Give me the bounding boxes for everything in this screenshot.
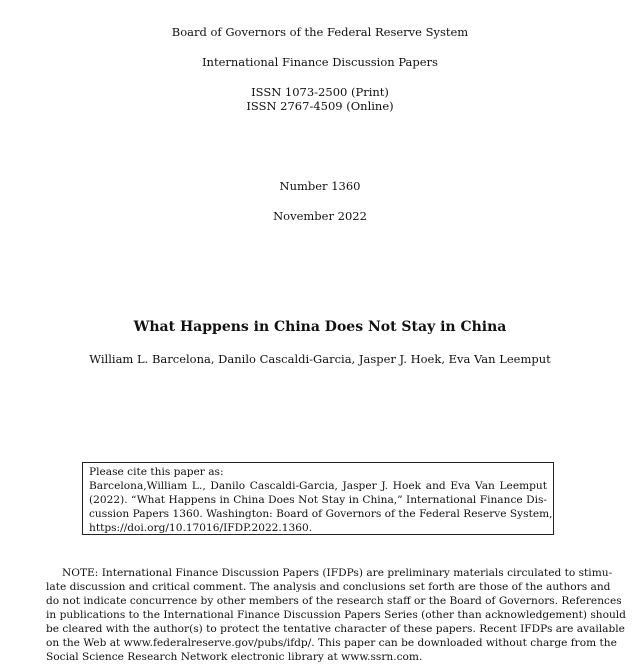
note-line: Social Science Research Network electronic library at www.ssrn.com. <box>46 651 423 663</box>
issn-print: ISSN 1073-2500 (Print) <box>251 85 389 99</box>
citation-box <box>82 462 554 535</box>
note-line: late discussion and critical comment. The analysis and conclusions set forth are those of the authors and <box>46 581 611 593</box>
note-line: NOTE: International Finance Discussion Papers (IFDPs) are preliminary materials circulated to stimu- <box>62 567 613 579</box>
paper-number: Number 1360 <box>279 179 361 193</box>
series-name: International Finance Discussion Papers <box>202 55 438 69</box>
citation-line: cussion Papers 1360. Washington: Board of Governors of the Federal Reserve System, <box>89 508 553 520</box>
institution-name: Board of Governors of the Federal Reserve System <box>171 25 469 39</box>
paper-title: What Happens in China Does Not Stay in China <box>133 319 507 335</box>
note-line: do not indicate concurrence by other members of the research staff or the Board of Governors. References <box>46 595 622 607</box>
citation-line: Please cite this paper as: <box>89 466 224 478</box>
note-line: on the Web at www.federalreserve.gov/pubs/ifdp/. This paper can be downloaded without charge from the <box>46 637 617 649</box>
note-line: in publications to the International Finance Discussion Papers Series (other than acknowledgement) should <box>46 609 626 621</box>
citation-line: (2022). “What Happens in China Does Not Stay in China,” International Finance Dis- <box>89 494 547 506</box>
paper-authors: William L. Barcelona, Danilo Cascaldi-Garcia, Jasper J. Hoek, Eva Van Leemput <box>89 352 551 366</box>
disclaimer-note <box>46 566 626 664</box>
citation-line: Barcelona,William L., Danilo Cascaldi-Garcia, Jasper J. Hoek and Eva Van Leemput <box>89 480 547 492</box>
citation-doi[interactable]: https://doi.org/10.17016/IFDP.2022.1360. <box>89 522 313 534</box>
paper-date: November 2022 <box>273 209 367 223</box>
issn-online: ISSN 2767-4509 (Online) <box>246 99 394 113</box>
note-line: be cleared with the author(s) to protect the tentative character of these papers. Recent IFDPs are available <box>46 623 625 635</box>
